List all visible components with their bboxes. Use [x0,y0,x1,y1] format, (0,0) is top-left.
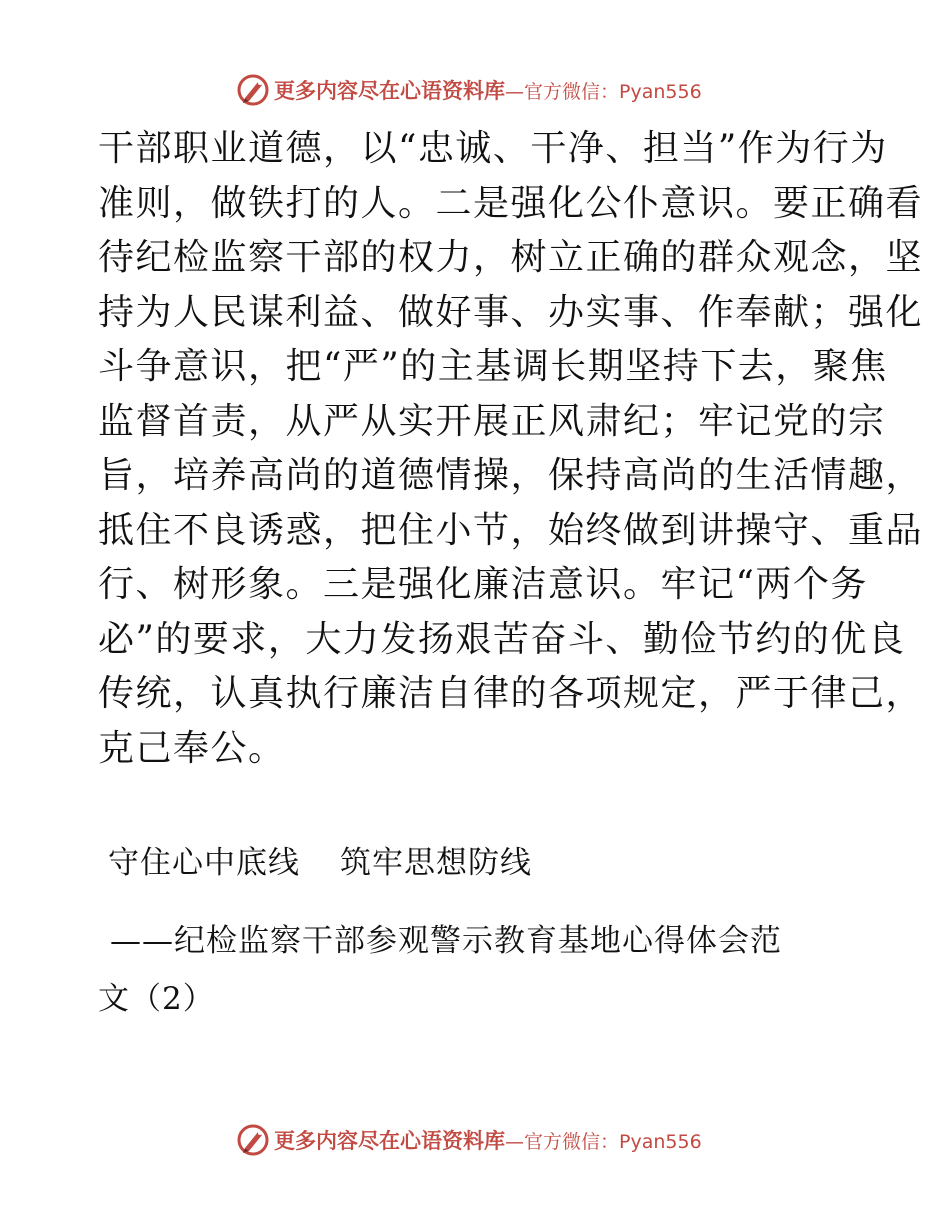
section-subtitle [98,912,858,1028]
subtitle-line: 文（2） [98,981,215,1017]
body-line: 克己奉公。 [98,727,286,769]
body-line: 监督首责，从严从实开展正风肃纪；牢记党的宗 [98,400,886,442]
banner-wechat-text: —官方微信：Pyan556 [505,80,702,103]
body-line: 传统，认真执行廉洁自律的各项规定，严于律己， [98,673,924,714]
header-banner [236,72,702,108]
body-paragraph [98,122,924,776]
body-line: 持为人民谋利益、做好事、办实事、作奉献；强化 [98,291,924,333]
body-line: 行、树形象。三是强化廉洁意识。牢记“两个务 [98,564,868,605]
body-line: 旨，培养高尚的道德情操，保持高尚的生活情趣， [98,455,924,496]
body-line: 抵住不良诱惑，把住小节，始终做到讲操守、重品 [98,509,924,551]
body-line: 干部职业道德，以“忠诚、干净、担当”作为行为 [98,128,888,169]
heading-part-1: 守住心中底线 [108,845,300,881]
banner-lead-text: 更多内容尽在心语资料库 [274,1128,505,1153]
section-heading [108,836,532,890]
pen-logo-icon [236,1123,270,1157]
heading-part-2: 筑牢思想防线 [340,845,532,881]
banner-lead-text: 更多内容尽在心语资料库 [274,78,505,103]
body-line: 必”的要求，大力发扬艰苦奋斗、勤俭节约的优良 [98,618,906,660]
body-line: 准则，做铁打的人。二是强化公仆意识。要正确看 [98,182,924,224]
body-line: 待纪检监察干部的权力，树立正确的群众观念，坚 [98,237,924,278]
banner-wechat-text: —官方微信：Pyan556 [505,1130,702,1153]
body-line: 斗争意识，把“严”的主基调长期坚持下去，聚焦 [98,346,888,387]
subtitle-line: ——纪检监察干部参观警示教育基地心得体会范 [110,923,782,959]
footer-banner [236,1122,702,1158]
pen-logo-icon [236,73,270,107]
